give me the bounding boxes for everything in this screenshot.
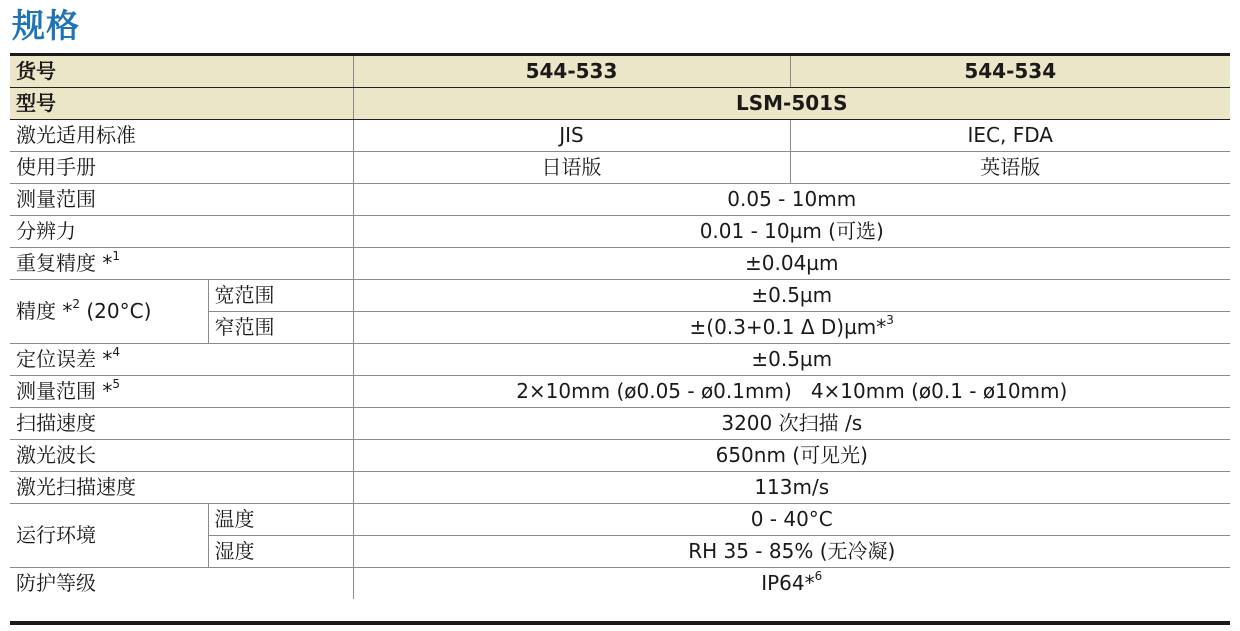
label-text: 测量范围 *: [16, 379, 113, 403]
row-value: ±0.5µm: [353, 344, 1230, 376]
table-row: [10, 152, 1230, 184]
row-label: 激光适用标准: [10, 120, 353, 152]
row-label: 激光扫描速度: [10, 472, 353, 504]
sub-label: 窄范围: [208, 312, 353, 344]
header-label-part-no: 货号: [10, 56, 353, 88]
sub-label: 温度: [208, 504, 353, 536]
footnote-mark: 4: [112, 345, 120, 360]
row-label: 激光波长: [10, 440, 353, 472]
row-value: 2×10mm (ø0.05 - ø0.1mm) 4×10mm (ø0.1 - ø10mm): [353, 376, 1230, 408]
row-label: 运行环境: [10, 504, 208, 568]
table-row: [10, 440, 1230, 472]
value-text: IP64*: [761, 571, 815, 595]
row-label: [10, 344, 353, 376]
row-value: IEC, FDA: [790, 120, 1230, 152]
row-value: 日语版: [353, 152, 790, 184]
table-row: [10, 216, 1230, 248]
row-label: 使用手册: [10, 152, 353, 184]
row-value: ±0.04µm: [353, 248, 1230, 280]
label-text: 定位误差 *: [16, 347, 113, 371]
page-title: 规格: [12, 6, 80, 45]
label-text: 精度 *: [16, 299, 73, 323]
row-value: 0.01 - 10µm (可选): [353, 216, 1230, 248]
row-value: 英语版: [790, 152, 1230, 184]
bottom-rule: [10, 621, 1230, 625]
row-value: 650nm (可见光): [353, 440, 1230, 472]
table-row: [10, 56, 1230, 88]
row-value: RH 35 - 85% (无冷凝): [353, 536, 1230, 568]
row-label: [10, 248, 353, 280]
header-label-model: 型号: [10, 88, 353, 120]
row-value: ±0.5µm: [353, 280, 1230, 312]
spec-table: [10, 56, 1230, 599]
footnote-mark: 1: [112, 249, 120, 264]
table-row: [10, 568, 1230, 600]
row-label: 扫描速度: [10, 408, 353, 440]
sub-label: 宽范围: [208, 280, 353, 312]
header-model-value: LSM-501S: [353, 88, 1230, 120]
row-label: 分辨力: [10, 216, 353, 248]
sub-label: 湿度: [208, 536, 353, 568]
row-label: [10, 376, 353, 408]
table-row: [10, 504, 1230, 536]
row-value: 0 - 40°C: [353, 504, 1230, 536]
table-row: [10, 248, 1230, 280]
table-row: [10, 472, 1230, 504]
row-value: JIS: [353, 120, 790, 152]
table-row: [10, 344, 1230, 376]
row-label: 防护等级: [10, 568, 353, 600]
row-value: 113m/s: [353, 472, 1230, 504]
footnote-mark: 3: [886, 313, 894, 328]
value-text: ±(0.3+0.1 Δ D)µm*: [689, 315, 887, 339]
table-row: [10, 88, 1230, 120]
row-value: 0.05 - 10mm: [353, 184, 1230, 216]
row-value: 3200 次扫描 /s: [353, 408, 1230, 440]
footnote-mark: 2: [72, 297, 80, 312]
table-row: [10, 184, 1230, 216]
header-col1: 544-533: [353, 56, 790, 88]
table-row: [10, 408, 1230, 440]
table-row: [10, 280, 1230, 312]
row-value: [353, 568, 1230, 600]
row-label: 测量范围: [10, 184, 353, 216]
row-label: [10, 280, 208, 344]
footnote-mark: 6: [814, 569, 823, 584]
label-text: 重复精度 *: [16, 251, 113, 275]
header-col2: 544-534: [790, 56, 1230, 88]
footnote-mark: 5: [112, 377, 120, 392]
table-row: [10, 376, 1230, 408]
label-suffix: (20°C): [80, 299, 152, 323]
row-value: [353, 312, 1230, 344]
table-row: [10, 120, 1230, 152]
